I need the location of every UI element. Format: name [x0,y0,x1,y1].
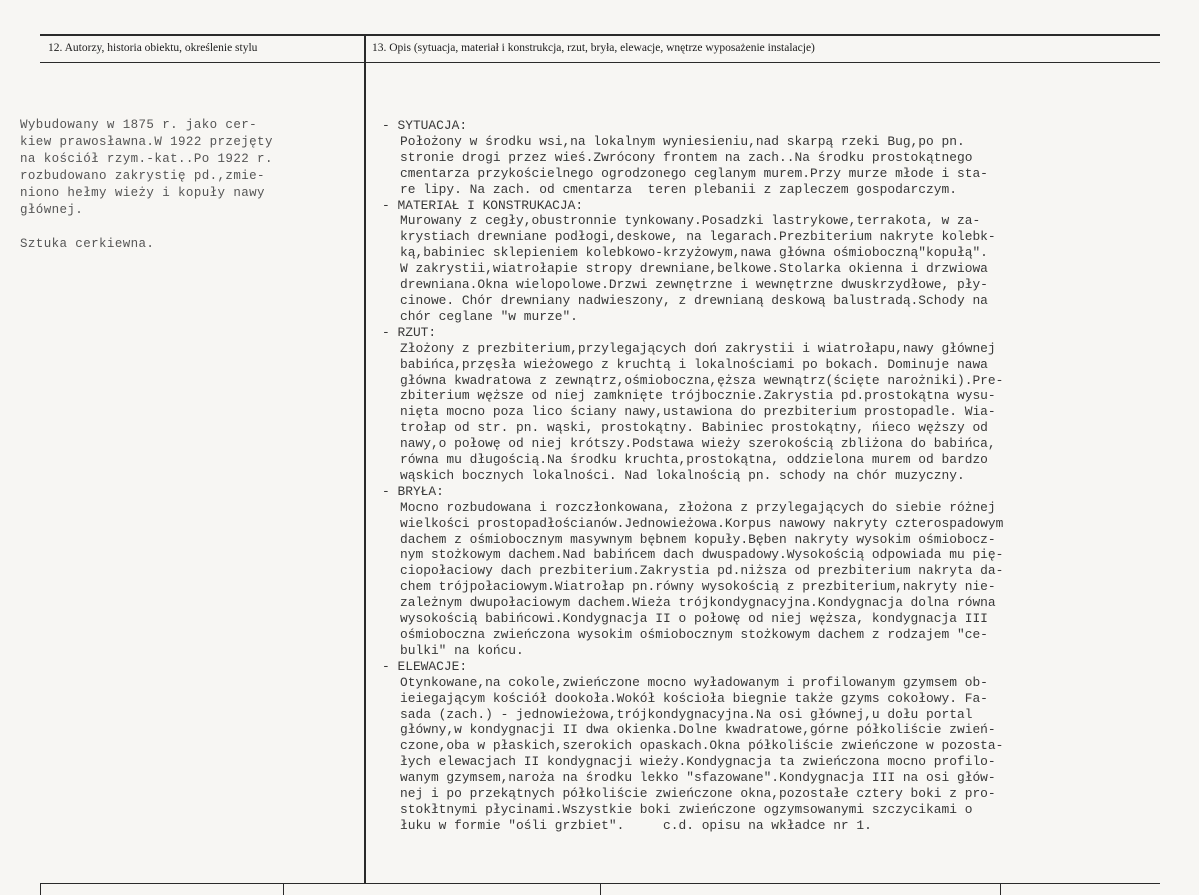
bottom-tick [1000,883,1001,895]
section-text-line: trołap od str. pn. wąski, prostokątny. Babiniec prostokątny, ńieco węższy od [400,420,988,436]
section-text-line: ośmioboczna zwieńczona wysokim ośmiobocznym stożkowym dachem z rodzajem "ce- [400,627,988,642]
section-text-line: łych elewacjach II kondygnacji wieży.Kondygnacja ta zwieńczona mocno profilo- [400,754,996,770]
section-text-line: Położony w środku wsi,na lokalnym wyniesieniu,nad skarpą rzeki Bug,po pn. [400,133,965,149]
section-heading: - MATERIAŁ I KONSTRUKACJA: [382,197,584,213]
column-divider [364,34,366,884]
section-text-line: nięta mocno poza lico ściany nawy,ustawiona do prezbiterium prostopadle. Wia- [400,404,996,420]
section-text-line: krystiach drewniane podłogi,deskowe, na legarach.Prezbiterium nakryte kolebk- [400,229,996,245]
section-text-line: stronie drogi przez wieś.Zwrócony frontem na zach..Na środku prostokątnego [400,149,973,165]
section-text-line: ieiegającym kościół dookoła.Wokół kościoła biegnie także gzyms cokołowy. Fa- [400,690,988,706]
history-line: kiew prawosławna.W 1922 przejęty [20,135,273,149]
section-text-line: re lipy. Na zach. od cmentarza teren plebanii z zapleczem gospodarczym. [400,181,957,197]
section-text-line: chór ceglane "w murze". [400,308,578,324]
section-text-line: dachem z ośmiobocznym masywnym bębnem kopuły.Bęben nakryty wysokim ośmiobocz- [400,531,996,547]
section-text-line: drewniana.Okna wielopolowe.Drzwi zewnętrzne i wewnętrzne dwuskrzydłowe, pły- [400,277,988,293]
section-text-line: Otynkowane,na cokole,zwieńczone mocno wyładowanym i profilowanym gzymsem ob- [400,674,988,690]
section-text-line: zależnym dwupołaciowym dachem.Wieża trójkondygnacyjna.Kondygnacja dolna równa [400,595,996,611]
section-text-line: ką,babiniec sklepieniem kolebkowo-krzyżowym,nawa główna ośmioboczną"kopułą". [400,245,988,261]
section-text-line: Złożony z prezbiterium,przylegających doń zakrystii i wiatrołapu,nawy głównej [400,340,996,356]
section-text-line: zbiterium węższe od niej zamknięte trójbocznie.Zakrystia pd.prostokątna wysu- [400,388,996,404]
section-text-line: bulki" na końcu. [400,642,524,658]
section-heading: - RZUT: [382,324,437,340]
section-heading: - ELEWACJE: [382,658,468,674]
section-text-line: główny,w kondygnacji II dwa okienka.Dolne kwadratowe,górne półkoliście zwień- [400,722,996,738]
section-12-header: 12. Autorzy, historia obiektu, określenie stylu [48,42,258,54]
section-text-line: łuku w formie "ośli grzbiet". c.d. opisu na wkładce nr 1. [400,817,872,833]
section-text-line: wysokością babińcowi.Kondygnacja II o połowę od niej węższa, kondygnacja III [400,611,988,627]
history-line: głównej. [20,203,84,217]
top-rule [40,34,1160,36]
section-text-line: stokłtnymi płycinami.Wszystkie boki zwieńczone ogzymsowanymi szczycikami o [400,801,973,817]
section-text-line: nawy,o połowę od niej krótszy.Podstawa wieży szerokością zbliżona do babińca, [400,436,996,452]
section-text-line: Mocno rozbudowana i rozczłonkowana, złożona z przylegających do siebie różnej [400,499,996,515]
section-text-line: sada (zach.) - jednowieżowa,trójkondygnacyjna.Na osi głównej,u dołu portal [400,706,973,722]
section-text-line: chem trójpołaciowym.Wiatrołap pn.równy wysokością z prezbiterium,nakryty nie- [400,579,996,595]
section-text-line: cmentarza przykościelnego ogrodzonego ceglanym murem.Przy murze młode i sta- [400,165,988,181]
section-text-line: nym stożkowym dachem.Nad babińcem dach dwuspadowy.Wysokością odpowiada mu pię- [400,547,1004,563]
section-text-line: główna kwadratowa z zewnątrz,ośmioboczna,ęższa wewnątrz(ścięte narożniki).Pre- [400,372,1004,388]
bottom-tick [283,883,284,895]
description-column [382,118,1194,834]
section-heading: - SYTUACJA: [382,118,468,133]
section-text-line: wanym gzymsem,naroża na środku lekko "sfazowane".Kondygnacja III na osi głów- [400,770,996,786]
history-line: Wybudowany w 1875 r. jako cer- [20,118,258,132]
history-line: niono hełmy wieży i kopuły nawy [20,186,265,200]
section-text-line: cinowe. Chór drewniany nadwieszony, z drewnianą deskową balustradą.Schody na [400,292,988,308]
section-text-line: wąskich bocznych lokalności. Nad lokalnością pn. schody na chór muzyczny. [400,467,965,483]
bottom-tick [40,883,41,895]
history-column [20,117,360,253]
section-text-line: ciopołaciowy dach prezbiterium.Zakrystia pd.niższa od prezbiterium nakryta da- [400,563,1004,579]
section-text-line: równa mu długością.Na środku kruchta,prostokątna, oddzielona murem od bardzo [400,452,988,468]
section-text-line: wielkości prostopadłościanów.Jednowieżowa.Korpus nawowy nakryty czterospadowym [400,515,1004,531]
section-heading: - BRYŁA: [382,483,444,499]
history-text [20,117,360,219]
section-text-line: Murowany z cegły,obustronnie tynkowany.Posadzki lastrykowe,terrakota, w za- [400,213,981,229]
section-text-line: W zakrystii,wiatrołapie stropy drewniane,belkowe.Stolarka okienna i drzwiowa [400,261,988,277]
section-text-line: babińca,przęsła wieżowego z kruchtą i lokalnościami po bokach. Dominuje nawa [400,356,988,372]
section-text-line: nej i po przekątnych półkoliście zwieńczone okna,pozostałe cztery boki z pro- [400,786,996,802]
style-text: Sztuka cerkiewna. [20,237,155,251]
history-line: na kościół rzym.-kat..Po 1922 r. [20,152,273,166]
history-line: rozbudowano zakrystię pd.,zmie- [20,169,265,183]
bottom-tick [600,883,601,895]
section-13-header: 13. Opis (sytuacja, materiał i konstrukcja, rzut, bryła, elewacje, wnętrze wyposażenie instalacje) [372,42,815,54]
header-rule [40,62,1160,63]
section-text-line: czone,oba w płaskich,szerokich opaskach.Okna półkoliście zwieńczone w pozosta- [400,738,1004,754]
